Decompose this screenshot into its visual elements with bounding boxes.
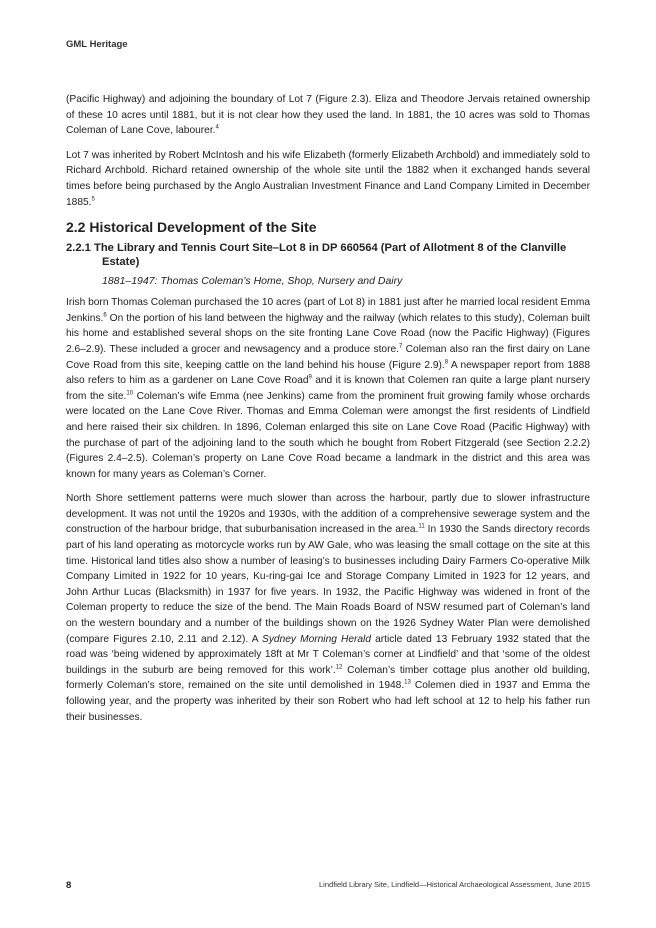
period-heading: 1881–1947: Thomas Coleman’s Home, Shop, Nursery and Dairy bbox=[102, 275, 403, 288]
page-body bbox=[66, 92, 590, 734]
paragraph-text: Colemen died in 1937 and Emma the following year, and the property was inherited by their son Robert who had left school at 12 to help his father run their businesses. bbox=[66, 680, 590, 723]
footnote-ref: 7 bbox=[398, 343, 403, 350]
paragraph-text: Coleman also ran the first dairy on Lane Cove Road from this site, keeping cattle on the land behind his house (Figure 2.9). bbox=[66, 343, 590, 371]
running-header: GML Heritage bbox=[66, 39, 128, 50]
subsection-heading: 2.2.1 The Library and Tennis Court Site–Lot 8 in DP 660564 (Part of Allotment 8 of the Clanville Estate) bbox=[66, 242, 567, 269]
footnote-ref: 5 bbox=[91, 196, 95, 203]
paragraph-text: On the portion of his land between the highway and the railway (which relates to this study), Coleman built his home and established several shops on the site fronting Lane Cove Road (now the Pacific Highway) (Figures 2.6–2.9). These included a grocer and newsagency and a produce store. bbox=[66, 312, 590, 355]
paragraph bbox=[66, 491, 590, 725]
footnote-ref: 8 bbox=[444, 359, 449, 366]
footnote-ref: 4 bbox=[215, 124, 219, 131]
footnote-ref: 10 bbox=[126, 390, 134, 397]
paragraph-text: In 1930 the Sands directory records part of his land operating as motorcycle works run by AW Gale, who was leasing the small cottage on the site at this time. Historical land titles also show a number of leasing’s to businesses including Dairy Farmers Co-operative Milk Company Limited in 1922 for 10 years, Ku-ring-gai Ice and Storage Company Limited in 1923 for 12 years, and John Arthur Lucas (Blacksmith) in 1937 for five years. In 1932, the Pacific Highway was widened in front of the Coleman property to reduce the size of the bend. The Main Roads Board of NSW resumed part of Coleman’s land on the western boundary and a number of the buildings shown on the 1926 Sydney Water Plan were demolished (compare Figures 2.10, 2.11 and 2.12). A bbox=[66, 524, 590, 645]
paragraph-text: North Shore settlement patterns were much slower than across the harbour, partly due to slower infrastructure development. It was not until the 1920s and 1930s, with the addition of a comprehensive sewerage system and the construction of the harbour bridge, that suburbanisation increased in the area. bbox=[66, 493, 590, 536]
paragraph-text: Coleman’s timber cottage plus another old building, formerly Coleman’s store, remained on the site until demolished in 1948. bbox=[66, 664, 591, 692]
paragraph-text: Irish born Thomas Coleman purchased the 10 acres (part of Lot 8) in 1881 just after he married local resident Emma Jenkins. bbox=[66, 297, 590, 324]
paragraph bbox=[66, 295, 590, 482]
paragraph-text: (Pacific Highway) and adjoining the boundary of Lot 7 (Figure 2.3). Eliza and Theodore Jervais retained ownership of these 10 acres until 1881, but it is not clear how they used the land. In 1881, the 10 acres was sold to Thomas Coleman of Lane Cove, labourer. bbox=[66, 94, 590, 137]
footnote-ref: 9 bbox=[308, 374, 312, 381]
paragraph bbox=[66, 148, 590, 210]
paragraph-text: and it is known that Colemen ran quite a large plant nursery from the site. bbox=[66, 375, 590, 402]
paragraph-text: Lot 7 was inherited by Robert McIntosh and his wife Elizabeth (formerly Elizabeth Archbold) and immediately sold to Richard Archbold. Richard retained ownership of the whole site until the 1882 when it exchanged hands several times before being purchased by the Anglo Australian Investment Finance and Land Company Limited in December 1885. bbox=[66, 149, 590, 208]
footnote-ref: 13 bbox=[404, 680, 411, 687]
section-heading: 2.2 Historical Development of the Site bbox=[66, 219, 317, 236]
paragraph bbox=[66, 92, 590, 139]
footnote-ref: 6 bbox=[103, 312, 107, 319]
footnote-ref: 11 bbox=[418, 524, 425, 531]
page-number: 8 bbox=[66, 880, 72, 891]
footnote-ref: 12 bbox=[335, 664, 343, 671]
paragraph-text: Coleman’s wife Emma (nee Jenkins) came from the prominent fruit growing family whose orchards were located on the Lane Cove River. Thomas and Emma Coleman were amongst the first residents of Lindfield and here raised their six children. In 1896, Coleman enlarged this site on Lane Cove Road (Pacific Highway) with the purchase of part of the adjoining land to the south which he bought from Robert Fitzgerald (see Section 2.2.2) (Figures 2.4–2.5). Coleman’s property on Lane Cove Road became a landmark in the district and this area was known for many years as Coleman’s Corner. bbox=[66, 390, 590, 480]
footer-title: Lindfield Library Site, Lindfield—Historical Archaeological Assessment, June 2015 bbox=[319, 880, 590, 889]
publication-title: Sydney Morning Herald bbox=[262, 633, 371, 645]
paragraph-text: article dated 13 February 1932 stated that the road was ‘being widened by approximately 18ft at Mr T Coleman’s corner at Lindfield’ and that ‘some of the oldest buildings in the suburb are being removed for this work’. bbox=[66, 633, 590, 676]
paragraph-text: A newspaper report from 1888 also refers to him as a gardener on Lane Cove Road bbox=[66, 359, 590, 387]
